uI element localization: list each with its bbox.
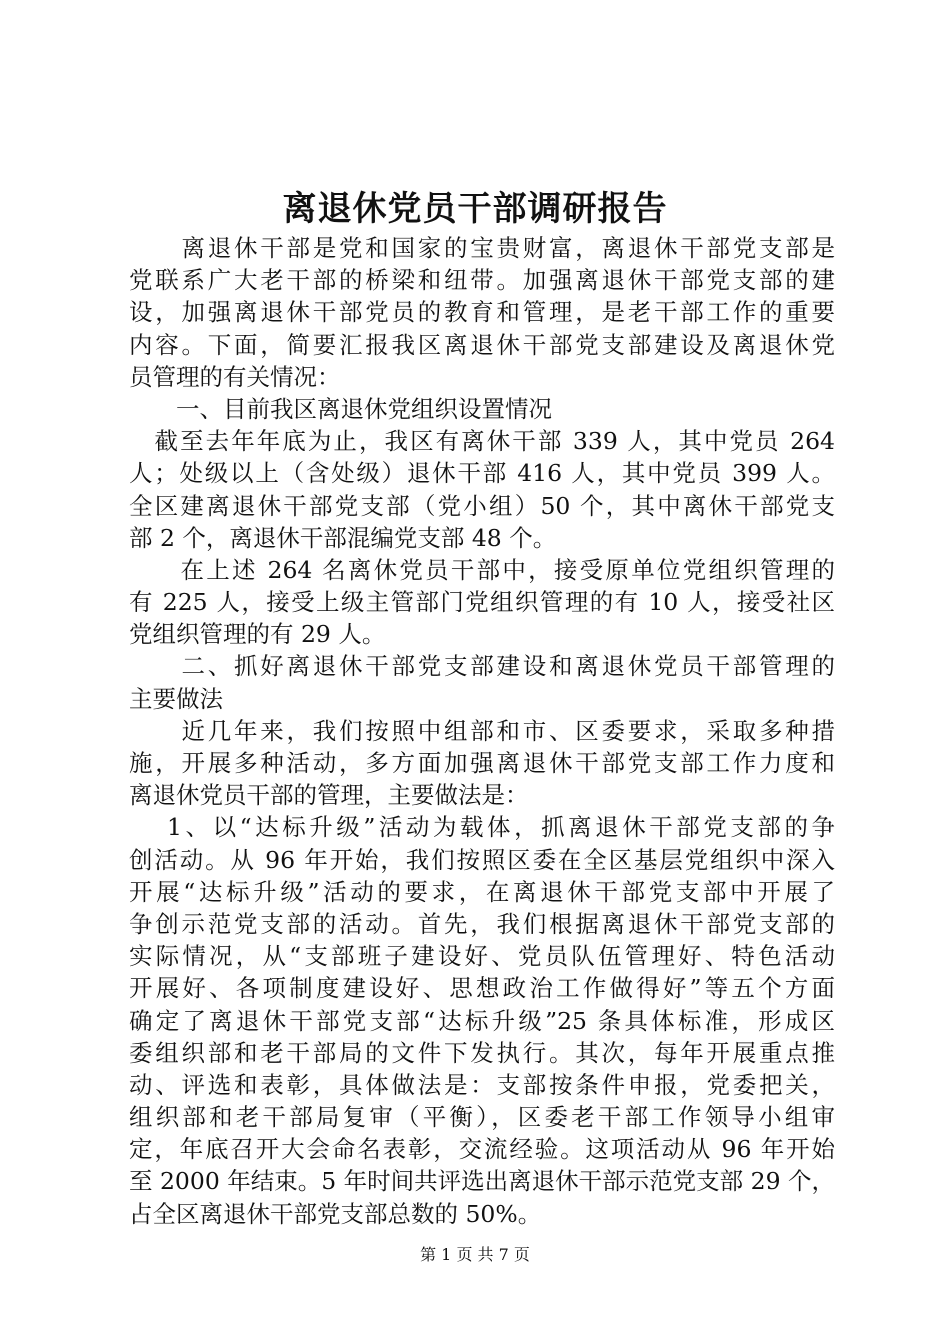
text-line: 党组织管理的有 29 人。 (129, 620, 386, 649)
text-line: 内容。下面，简要汇报我区离退休干部党支部建设及离退休党 (129, 330, 835, 359)
page-footer: 第 1 页 共 7 页 (420, 1245, 530, 1264)
text-line: 人；处级以上（含处级）退休干部 416 人，其中党员 399 人。 (129, 459, 835, 488)
document-title: 离退休党员干部调研报告 (282, 189, 668, 229)
text-line: 二、抓好离退休干部党支部建设和离退休党员干部管理的 (129, 652, 835, 681)
text-line: 争创示范党支部的活动。首先，我们根据离退休干部党支部的 (129, 909, 835, 938)
text-line: 1、以“达标升级”活动为载体，抓离退休干部党支部的争 (129, 813, 835, 842)
text-line: 一、目前我区离退休党组织设置情况 (129, 394, 552, 423)
text-line: 委组织部和老干部局的文件下发执行。其次，每年开展重点推 (129, 1038, 835, 1067)
text-line: 全区建离退休干部党支部（党小组）50 个，其中离休干部党支 (129, 491, 835, 520)
text-line: 离退休干部是党和国家的宝贵财富，离退休干部党支部是 (129, 234, 835, 262)
text-line: 施，开展多种活动，多方面加强离退休干部党支部工作力度和 (129, 749, 835, 777)
text-line: 设，加强离退休干部党员的教育和管理，是老干部工作的重要 (129, 298, 835, 327)
text-line: 开展好、各项制度建设好、思想政治工作做得好”等五个方面 (129, 974, 835, 1003)
text-line: 确定了离退休干部党支部“达标升级”25 条具体标准，形成区 (129, 1006, 835, 1035)
text-line: 开展“达标升级”活动的要求，在离退休干部党支部中开展了 (129, 877, 835, 906)
text-line: 实际情况，从“支部班子建设好、党员队伍管理好、特色活动 (129, 942, 835, 971)
text-line: 至 2000 年结束。5 年时间共评选出离退休干部示范党支部 29 个， (129, 1167, 836, 1196)
text-line: 近几年来，我们按照中组部和市、区委要求，采取多种措 (129, 716, 835, 745)
text-line: 部 2 个，离退休干部混编党支部 48 个。 (129, 523, 557, 552)
text-line: 主要做法 (129, 684, 223, 713)
text-line: 占全区离退休干部党支部总数的 50%。 (129, 1199, 542, 1228)
text-line: 组织部和老干部局复审（平衡），区委老干部工作领导小组审 (129, 1103, 835, 1132)
text-line: 员管理的有关情况： (129, 362, 341, 391)
text-line: 动、评选和表彰，具体做法是：支部按条件申报，党委把关， (129, 1070, 835, 1099)
text-line: 创活动。从 96 年开始，我们按照区委在全区基层党组织中深入 (129, 845, 835, 874)
document-body (129, 232, 835, 1230)
text-line: 党联系广大老干部的桥梁和纽带。加强离退休干部党支部的建 (129, 266, 835, 295)
text-line: 离退休党员干部的管理，主要做法是： (129, 781, 529, 810)
text-line: 在上述 264 名离休党员干部中，接受原单位党组织管理的 (129, 555, 835, 584)
text-line: 截至去年年底为止，我区有离休干部 339 人，其中党员 264 (129, 427, 835, 456)
text-line: 有 225 人，接受上级主管部门党组织管理的有 10 人，接受社区 (129, 588, 835, 617)
text-line: 定，年底召开大会命名表彰，交流经验。这项活动从 96 年开始 (129, 1135, 835, 1164)
